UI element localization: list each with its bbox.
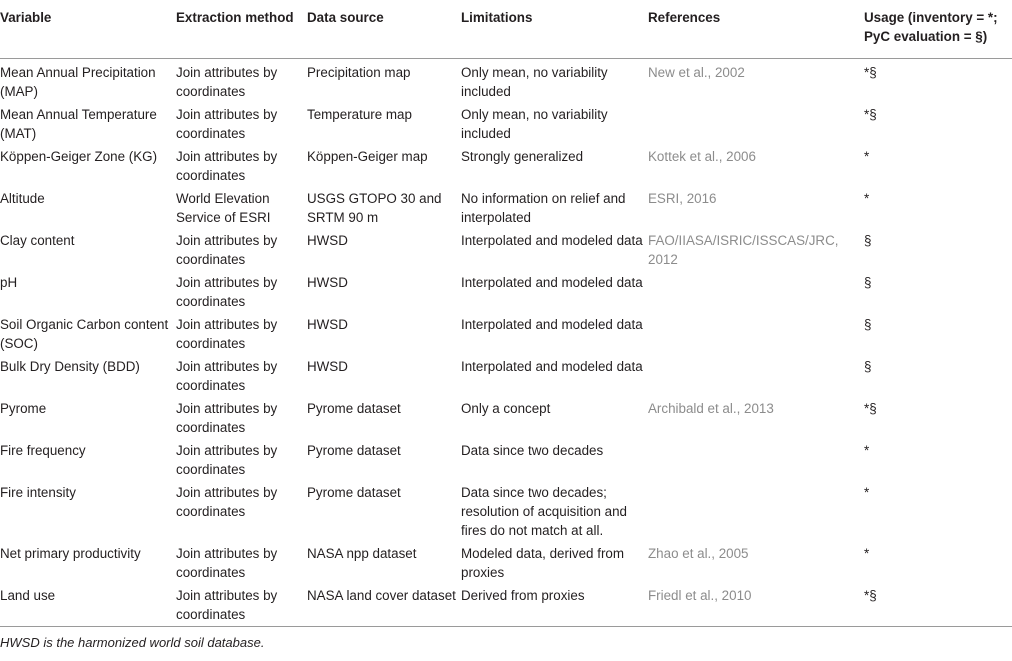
header-data-source: Data source xyxy=(307,0,461,58)
cell-usage: * xyxy=(864,484,870,500)
cell-reference-link[interactable]: ESRI, 2016 xyxy=(648,190,717,206)
header-extraction-method: Extraction method xyxy=(176,0,307,58)
cell-reference-link xyxy=(648,311,864,353)
cell-limitations: Interpolated and modeled data xyxy=(461,358,643,374)
cell-usage: * xyxy=(864,442,870,458)
cell-extraction-method: Join attributes by coordinates xyxy=(176,358,278,393)
cell-extraction-method: Join attributes by coordinates xyxy=(176,582,307,627)
cell-extraction-method: Join attributes by coordinates xyxy=(176,232,278,267)
cell-extraction-method: Join attributes by coordinates xyxy=(176,274,278,309)
cell-limitations: Interpolated and modeled data xyxy=(461,274,643,290)
table-row xyxy=(0,269,1012,311)
cell-usage: *§ xyxy=(864,64,877,80)
cell-usage: *§ xyxy=(864,582,1012,627)
cell-limitations: Only mean, no variability included xyxy=(461,64,608,99)
cell-limitations: Data since two decades; resolution of acquisition and fires do not match at all. xyxy=(461,484,628,538)
cell-usage: § xyxy=(864,316,872,332)
table-row xyxy=(0,311,1012,353)
cell-usage: § xyxy=(864,232,872,248)
cell-variable: Fire frequency xyxy=(0,442,86,458)
cell-variable: Köppen-Geiger Zone (KG) xyxy=(0,148,158,164)
cell-data-source: Pyrome dataset xyxy=(307,400,401,416)
table-row xyxy=(0,540,1012,582)
cell-extraction-method: Join attributes by coordinates xyxy=(176,484,278,519)
cell-data-source: HWSD xyxy=(307,274,348,290)
cell-data-source: Precipitation map xyxy=(307,64,411,80)
cell-extraction-method: Join attributes by coordinates xyxy=(176,545,278,580)
cell-data-source: Pyrome dataset xyxy=(307,442,401,458)
table-body xyxy=(0,58,1012,626)
cell-variable: Pyrome xyxy=(0,400,47,416)
cell-usage: *§ xyxy=(864,106,877,122)
cell-reference-link[interactable]: Archibald et al., 2013 xyxy=(648,400,774,416)
cell-usage: *§ xyxy=(864,400,877,416)
table-row xyxy=(0,58,1012,101)
cell-data-source: HWSD xyxy=(307,358,348,374)
table-row xyxy=(0,101,1012,143)
table-row xyxy=(0,185,1012,227)
cell-variable: Fire intensity xyxy=(0,484,76,500)
cell-variable: Mean Annual Precipitation (MAP) xyxy=(0,64,156,99)
cell-variable: Land use xyxy=(0,582,176,627)
cell-extraction-method: Join attributes by coordinates xyxy=(176,442,278,477)
table-row xyxy=(0,582,1012,627)
cell-usage: * xyxy=(864,148,870,164)
cell-limitations: Data since two decades xyxy=(461,442,604,458)
cell-data-source: Temperature map xyxy=(307,106,412,122)
header-limitations: Limitations xyxy=(461,0,648,58)
cell-usage: § xyxy=(864,358,872,374)
cell-extraction-method: Join attributes by coordinates xyxy=(176,106,278,141)
cell-reference-link[interactable]: Friedl et al., 2010 xyxy=(648,582,864,627)
table-row xyxy=(0,353,1012,395)
cell-limitations: No information on relief and interpolated xyxy=(461,190,626,225)
cell-variable: Mean Annual Temperature (MAT) xyxy=(0,106,157,141)
cell-reference-link[interactable]: Zhao et al., 2005 xyxy=(648,545,749,561)
cell-variable: pH xyxy=(0,274,18,290)
table-row xyxy=(0,143,1012,185)
cell-variable: Altitude xyxy=(0,190,45,206)
header-references: References xyxy=(648,0,864,58)
cell-variable: Bulk Dry Density (BDD) xyxy=(0,358,140,374)
cell-reference-link xyxy=(648,479,864,540)
cell-data-source: USGS GTOPO 30 and SRTM 90 m xyxy=(307,190,442,225)
cell-data-source: NASA land cover dataset xyxy=(307,582,461,627)
cell-reference-link xyxy=(648,437,864,479)
cell-reference-link[interactable]: Kottek et al., 2006 xyxy=(648,148,756,164)
cell-data-source: Pyrome dataset xyxy=(307,484,401,500)
cell-limitations: Only mean, no variability included xyxy=(461,106,608,141)
cell-reference-link[interactable]: New et al., 2002 xyxy=(648,64,745,80)
header-row xyxy=(0,0,1012,58)
cell-limitations: Strongly generalized xyxy=(461,148,584,164)
cell-extraction-method: Join attributes by coordinates xyxy=(176,400,278,435)
cell-extraction-method: Join attributes by coordinates xyxy=(176,148,278,183)
cell-usage: § xyxy=(864,274,872,290)
cell-reference-link[interactable]: FAO/IIASA/ISRIC/ISSCAS/JRC, 2012 xyxy=(648,232,839,267)
cell-limitations: Only a concept xyxy=(461,400,551,416)
cell-extraction-method: Join attributes by coordinates xyxy=(176,316,278,351)
cell-data-source: HWSD xyxy=(307,232,348,248)
cell-variable: Soil Organic Carbon content (SOC) xyxy=(0,316,169,351)
cell-reference-link xyxy=(648,353,864,395)
cell-data-source: Köppen-Geiger map xyxy=(307,148,428,164)
cell-variable: Clay content xyxy=(0,232,75,248)
cell-limitations: Modeled data, derived from proxies xyxy=(461,545,625,580)
table-footnote: HWSD is the harmonized world soil database. xyxy=(0,634,265,650)
table-row xyxy=(0,395,1012,437)
cell-reference-link xyxy=(648,269,864,311)
cell-limitations: Derived from proxies xyxy=(461,582,648,627)
cell-data-source: NASA npp dataset xyxy=(307,545,417,561)
table-row xyxy=(0,479,1012,540)
header-variable: Variable xyxy=(0,0,176,58)
table-row xyxy=(0,437,1012,479)
table-row xyxy=(0,227,1012,269)
table-header xyxy=(0,0,1012,58)
cell-usage: * xyxy=(864,190,870,206)
cell-extraction-method: World Elevation Service of ESRI xyxy=(176,190,271,225)
cell-variable: Net primary productivity xyxy=(0,545,141,561)
cell-usage: * xyxy=(864,545,870,561)
header-usage: Usage (inventory = *; PyC evaluation = §) xyxy=(864,0,1012,58)
cell-extraction-method: Join attributes by coordinates xyxy=(176,64,278,99)
cell-limitations: Interpolated and modeled data xyxy=(461,316,643,332)
cell-limitations: Interpolated and modeled data xyxy=(461,232,643,248)
cell-data-source: HWSD xyxy=(307,316,348,332)
cell-reference-link xyxy=(648,101,864,143)
